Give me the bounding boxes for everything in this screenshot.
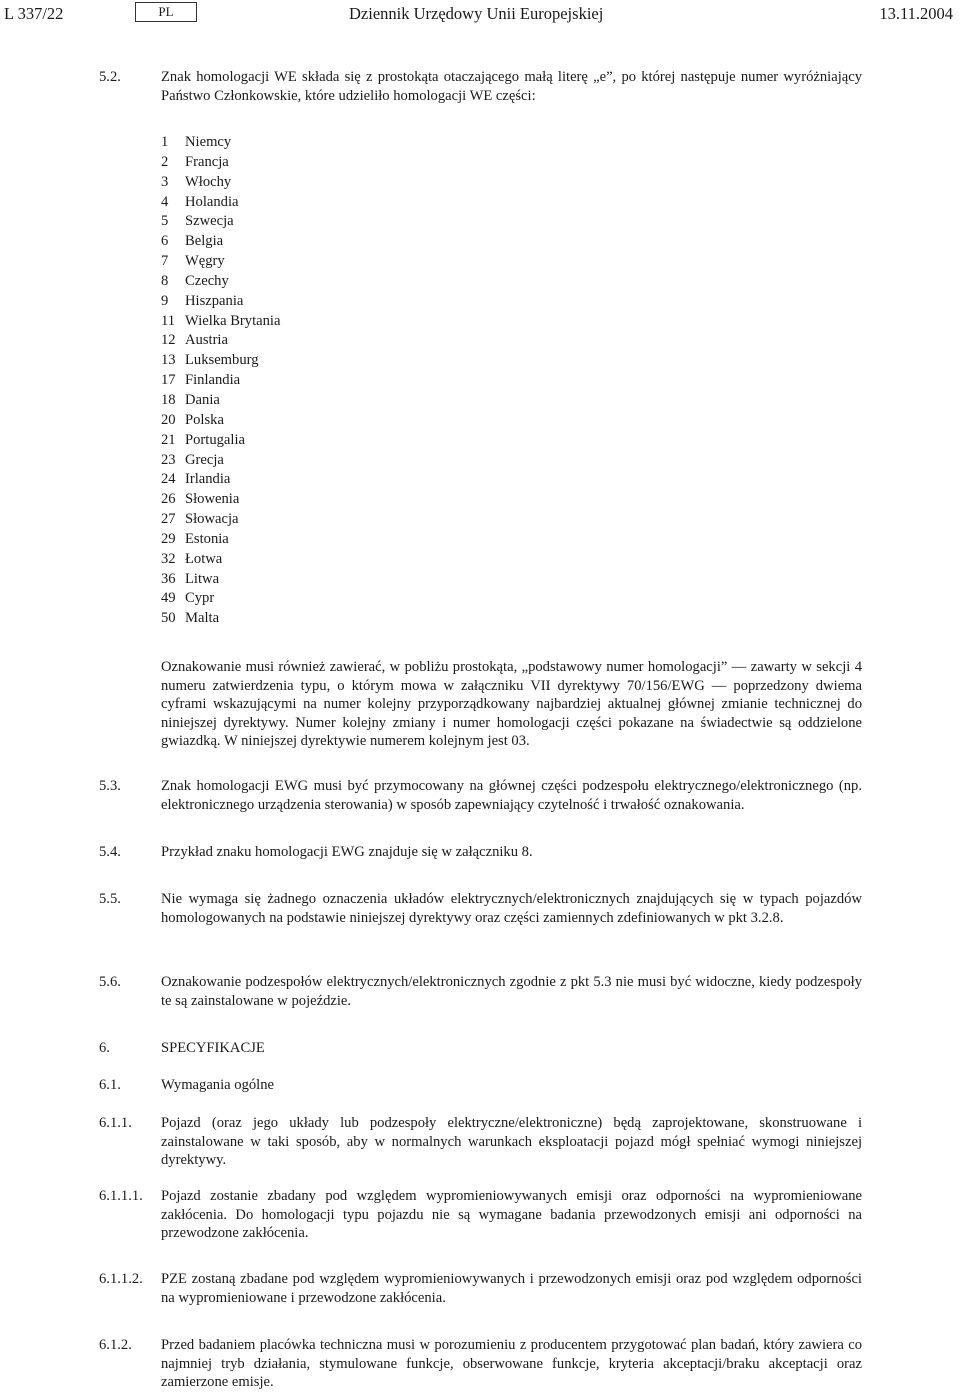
list-item (161, 550, 461, 570)
country-name: Malta (185, 610, 220, 627)
country-code: 27 (161, 511, 176, 528)
list-item (161, 411, 461, 431)
section-number: 6.1.1.2. (99, 1271, 143, 1287)
country-name: Portugalia (185, 431, 245, 448)
section-number: 5.3. (99, 778, 121, 794)
section-number: 6.1. (99, 1077, 121, 1093)
section-number: 5.2. (99, 69, 121, 85)
country-name: Słowacja (185, 511, 239, 528)
list-item (161, 173, 461, 193)
list-item (161, 153, 461, 173)
page-reference: L 337/22 (4, 4, 64, 23)
country-name: Węgry (185, 253, 225, 270)
section-text: Nie wymaga się żadnego oznaczenia układów elektrycznych/elektronicznych znajdujących się w typach pojazdów homologowanych na podstawie niniejszej dyrektywy oraz części zamiennych zdefiniowanych w pkt 3.2.8. (161, 891, 862, 926)
country-name: Irlandia (185, 471, 231, 488)
section-text: Oznakowanie musi również zawierać, w pobliżu prostokąta, „podstawowy numer homologacji” — zawarty w sekcji 4 numeru zatwierdzenia typu, o którym mowa w załączniku VII dyrektywy 70/156/EWG — poprzedzony dwiema cyframi wskazującymi na numer kolejny przyporządkowany najbardziej aktualnej głównej zmianie technicznej do niniejszej dyrektywy. Numer kolejny zmiany i numer homologacji części pokazane na świadectwie są oddzielone gwiazdką. W niniejszej dyrektywie numerem kolejnym jest 03. (161, 659, 862, 749)
list-item (161, 351, 461, 371)
country-code: 1 (161, 134, 169, 150)
list-item (161, 312, 461, 332)
country-name: Niemcy (185, 134, 232, 150)
list-item (161, 510, 461, 530)
section-text: Pojazd (oraz jego układy lub podzespoły elektryczne/elektroniczne) będą zaprojektowane, skonstruowane i zainstalowane w taki sposób, aby w normalnych warunkach eksploatacji pojazd mógł spełniać wymogi niniejszej dyrektywy. (161, 1115, 862, 1168)
section-number: 6.1.1. (99, 1115, 132, 1131)
country-name: Łotwa (185, 550, 223, 567)
list-item (161, 570, 461, 590)
list-item (161, 589, 461, 609)
country-code: 18 (161, 391, 176, 408)
section-number: 5.6. (99, 974, 121, 990)
section-text: Znak homologacji WE składa się z prostokąta otaczającego małą literę „e”, po której następuje numer wyróżniający Państwo Członkowskie, które udzieliło homologacji WE części: (161, 69, 862, 104)
country-code: 12 (161, 332, 176, 349)
country-name: Estonia (185, 530, 229, 547)
section-text: Znak homologacji EWG musi być przymocowany na głównej części podzespołu elektrycznego/elektronicznego (np. elektronicznego urządzenia sterowania) w sposób zapewniający czytelność i trwałość oznakowania. (161, 778, 862, 813)
country-name: Włochy (185, 173, 232, 190)
country-name: Wielka Brytania (185, 312, 281, 329)
section-heading: Wymagania ogólne (161, 1077, 274, 1093)
list-item (161, 609, 461, 629)
country-code: 32 (161, 550, 176, 567)
section-number: 5.4. (99, 844, 121, 860)
section-number: 6.1.2. (99, 1337, 132, 1353)
country-code: 24 (161, 471, 176, 488)
country-name: Grecja (185, 451, 224, 468)
page-header (0, 0, 960, 40)
list-item (161, 331, 461, 351)
country-name: Cypr (185, 590, 215, 607)
country-name: Hiszpania (185, 292, 244, 309)
country-name: Dania (185, 391, 220, 408)
country-code: 3 (161, 173, 169, 190)
country-name: Belgia (185, 233, 224, 250)
list-item (161, 232, 461, 252)
country-code: 49 (161, 590, 176, 607)
country-code: 36 (161, 570, 176, 587)
country-code: 21 (161, 431, 176, 448)
country-code-list (161, 133, 461, 629)
list-item (161, 451, 461, 471)
country-code: 2 (161, 153, 169, 170)
country-name: Francja (185, 153, 229, 170)
country-name: Polska (185, 411, 224, 428)
list-item (161, 530, 461, 550)
country-code: 5 (161, 213, 169, 230)
section-text: PZE zostaną zbadane pod względem wypromieniowywanych i przewodzonych emisji oraz pod względem odporności na wypromieniowane i przewodzone zakłócenia. (161, 1271, 862, 1306)
section-number: 6.1.1.1. (99, 1188, 143, 1204)
section-text: Przykład znaku homologacji EWG znajduje się w załączniku 8. (161, 844, 533, 860)
country-code: 7 (161, 253, 169, 270)
list-item (161, 212, 461, 232)
list-item (161, 193, 461, 213)
section-heading: SPECYFIKACJE (161, 1040, 265, 1056)
country-code: 23 (161, 451, 176, 468)
country-code: 26 (161, 491, 176, 508)
list-item (161, 431, 461, 451)
country-code: 50 (161, 610, 176, 627)
country-code: 6 (161, 233, 169, 250)
country-name: Szwecja (185, 213, 234, 230)
list-item (161, 371, 461, 391)
country-code: 29 (161, 530, 176, 547)
country-code: 9 (161, 292, 169, 309)
country-code: 13 (161, 352, 176, 369)
country-code: 11 (161, 312, 176, 329)
list-item (161, 470, 461, 490)
country-name: Holandia (185, 193, 239, 210)
list-item (161, 391, 461, 411)
section-text: Pojazd zostanie zbadany pod względem wypromieniowywanych emisji oraz odporności na wypromieniowane zakłócenia. Do homologacji typu pojazdu nie są wymagane badania przewodzonych emisji ani odporności na przewodzone zakłócenia. (161, 1188, 862, 1241)
publication-date: 13.11.2004 (879, 4, 953, 23)
country-name: Luksemburg (185, 352, 259, 369)
country-code: 4 (161, 193, 169, 210)
list-item (161, 252, 461, 272)
section-number: 5.5. (99, 891, 121, 907)
section-number: 6. (99, 1040, 110, 1056)
country-code: 17 (161, 372, 176, 389)
section-text: Oznakowanie podzespołów elektrycznych/elektronicznych zgodnie z pkt 5.3 nie musi być widoczne, kiedy podzespoły te są zainstalowane w pojeździe. (161, 974, 862, 1009)
list-item (161, 292, 461, 312)
language-badge: PL (135, 2, 197, 22)
country-code: 20 (161, 411, 176, 428)
country-name: Austria (185, 332, 228, 349)
country-name: Litwa (185, 570, 220, 587)
list-item (161, 490, 461, 510)
journal-title: Dziennik Urzędowy Unii Europejskiej (349, 4, 604, 23)
country-name: Słowenia (185, 491, 240, 508)
list-item (161, 133, 461, 153)
country-name: Czechy (185, 272, 229, 289)
country-code: 8 (161, 272, 169, 289)
section-text: Przed badaniem placówka techniczna musi w porozumieniu z producentem przygotować plan badań, który zawiera co najmniej tryb działania, stymulowane funkcje, obserwowane funkcje, kryteria akceptacji/braku akceptacji oraz zamierzone emisje. (161, 1337, 862, 1390)
country-name: Finlandia (185, 372, 241, 389)
list-item (161, 272, 461, 292)
